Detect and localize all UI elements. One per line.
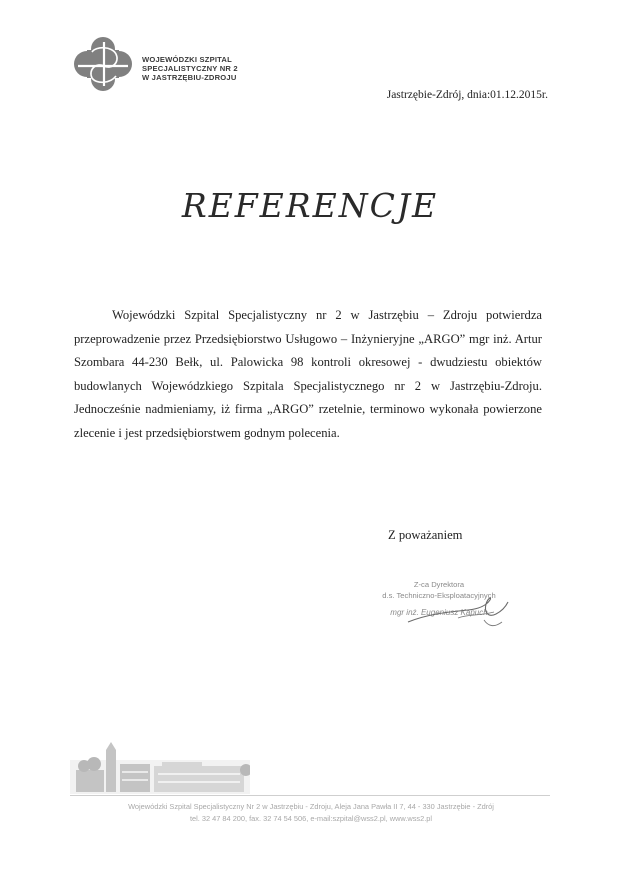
- handwritten-signature: [398, 592, 516, 636]
- footer-contact: [70, 801, 552, 825]
- reference-body: Wojewódzki Szpital Specjalistyczny nr 2 w Jastrzębiu – Zdroju potwierdza przeprowadzenie przez Przedsiębiorstwo Usługowo – Inżynieryjne „ARGO” mgr inż. Artur Szombara 44-230 Bełk, ul. Palowicka 98 kontroli okresowej - dwudziestu obiektów budowlanych Wojewódzkiego Szpitala Specjalistycznego nr 2 w Jastrzębiu-Zdroju. Jednocześnie nadmieniamy, iż firma „ARGO” rzetelnie, terminowo wykonała powierzone zlecenie i jest przedsiębiorstwem godnym polecenia.: [74, 308, 542, 440]
- document-title: REFERENCJE: [181, 186, 439, 225]
- footer-address: Wojewódzki Szpital Specjalistyczny Nr 2 w Jastrzębiu - Zdroju, Aleja Jana Pawła II 7, 44 - 330 Jastrzębie - Zdrój: [128, 802, 494, 811]
- place-date: Jastrzębie-Zdrój, dnia:01.12.2015r.: [386, 89, 548, 101]
- stamp-position: Z-ca Dyrektora: [413, 580, 465, 589]
- logo-line-2: SPECJALISTYCZNY NR 2: [142, 64, 238, 73]
- hospital-building-image: [70, 740, 250, 794]
- logo-wordmark: [142, 55, 238, 82]
- footer-contact-details: tel. 32 47 84 200, fax. 32 74 54 506, e-mail:szpital@wss2.pl, www.wss2.pl: [189, 814, 433, 823]
- closing-salutation: Z poważaniem: [388, 528, 463, 542]
- stamp-department: d.s. Techniczno-Eksploatacyjnych: [382, 591, 496, 600]
- hospital-cross-logo-icon: [72, 36, 134, 92]
- hospital-logo: [72, 36, 332, 92]
- logo-line-1: WOJEWÓDZKI SZPITAL: [142, 55, 232, 64]
- stamp-signatory: mgr inż. Eugeniusz Kapuch: [390, 608, 488, 617]
- logo-line-3: W JASTRZĘBIU-ZDROJU: [142, 73, 237, 82]
- footer-divider: [70, 795, 550, 796]
